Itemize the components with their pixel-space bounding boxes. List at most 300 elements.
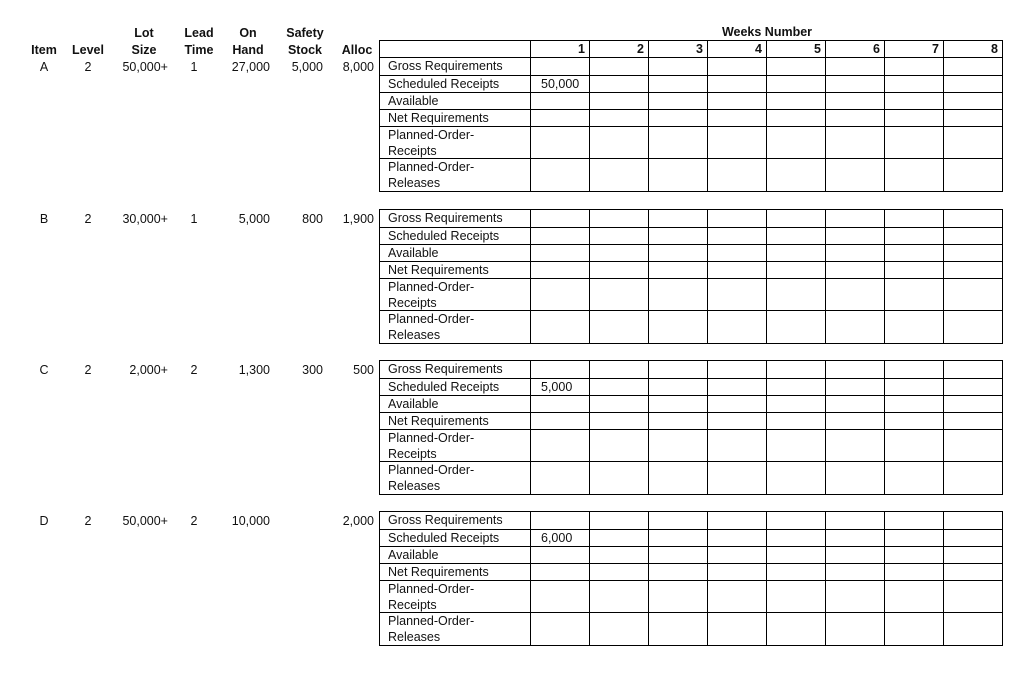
week-cell[interactable] [884, 210, 943, 227]
week-cell[interactable] [825, 547, 884, 563]
week-cell[interactable] [648, 379, 707, 395]
row-label [388, 397, 528, 413]
week-cell[interactable] [530, 159, 589, 191]
week-cell[interactable] [707, 564, 766, 580]
week-cell[interactable] [530, 228, 589, 244]
week-cell[interactable] [589, 311, 648, 343]
week-cell[interactable] [707, 581, 766, 612]
week-cell[interactable] [648, 279, 707, 310]
week-cell[interactable] [707, 613, 766, 645]
week-cell[interactable] [530, 512, 589, 529]
row-label-line: Scheduled Receipts [388, 77, 500, 91]
week-cell[interactable] [766, 581, 825, 612]
alloc-value: 8,000 [342, 60, 374, 74]
week-cell[interactable] [648, 613, 707, 645]
week-cell[interactable] [943, 396, 1004, 412]
week-cell[interactable] [943, 127, 1004, 158]
week-cell[interactable] [589, 530, 648, 546]
grid-row [380, 564, 1002, 581]
item-code: B [39, 212, 49, 226]
week-cell[interactable] [530, 430, 589, 461]
week-cell[interactable] [825, 396, 884, 412]
row-label [388, 94, 528, 110]
week-cell[interactable] [530, 530, 589, 546]
week-cell[interactable] [589, 379, 648, 395]
grid-row [380, 413, 1002, 430]
week-cell[interactable] [943, 245, 1004, 261]
week-cell[interactable] [825, 210, 884, 227]
week-cell[interactable] [648, 564, 707, 580]
row-label [388, 229, 528, 245]
week-cell[interactable] [884, 379, 943, 395]
week-cell[interactable] [825, 159, 884, 191]
week-cell[interactable] [766, 58, 825, 75]
week-cell[interactable] [530, 279, 589, 310]
grid-row [380, 279, 1002, 311]
row-label-line: Available [388, 548, 439, 562]
week-cell[interactable] [766, 228, 825, 244]
week-cell[interactable] [884, 430, 943, 461]
week-cell[interactable] [766, 245, 825, 261]
week-cell[interactable] [766, 279, 825, 310]
on-hand-value: 1,300 [238, 363, 270, 377]
week-cell[interactable] [766, 311, 825, 343]
lead-time-header-line1: Lead [184, 26, 214, 40]
week-cell[interactable] [884, 76, 943, 92]
on-hand-header-line1: On [239, 26, 257, 40]
week-cell[interactable] [825, 127, 884, 158]
week-cell[interactable] [589, 512, 648, 529]
week-cell[interactable] [648, 58, 707, 75]
row-label-line: Available [388, 246, 439, 260]
week-cell[interactable] [825, 361, 884, 378]
week-cell[interactable] [825, 512, 884, 529]
week-cell[interactable] [943, 379, 1004, 395]
grid-row [380, 547, 1002, 564]
scheduled-receipt-week1-value: 6,000 [541, 531, 573, 545]
week-cell[interactable] [589, 279, 648, 310]
week-cell[interactable] [766, 396, 825, 412]
week-cell[interactable] [707, 361, 766, 378]
week-cell[interactable] [943, 361, 1004, 378]
row-label-line: Planned-Order- [388, 582, 475, 596]
week-cell[interactable] [707, 430, 766, 461]
row-label [388, 414, 528, 430]
item-code: C [39, 363, 49, 377]
grid-row [380, 379, 1002, 396]
week-cell[interactable] [589, 547, 648, 563]
week-cell[interactable] [884, 245, 943, 261]
week-cell[interactable] [825, 76, 884, 92]
row-label-line: Net Requirements [388, 414, 489, 428]
mrp-grid [379, 360, 1003, 495]
week-cell[interactable] [943, 547, 1004, 563]
week-cell[interactable] [707, 311, 766, 343]
grid-row [380, 58, 1002, 76]
week-cell[interactable] [589, 581, 648, 612]
week-8-header: 8 [991, 42, 998, 56]
lead-time-value: 1 [190, 60, 198, 74]
week-cell[interactable] [766, 613, 825, 645]
week-cell[interactable] [825, 613, 884, 645]
week-cell[interactable] [884, 159, 943, 191]
week-cell[interactable] [766, 159, 825, 191]
grid-row [380, 396, 1002, 413]
row-label-line: Scheduled Receipts [388, 531, 500, 545]
week-cell[interactable] [825, 110, 884, 126]
weeks-number-title: Weeks Number [721, 25, 813, 39]
week-cell[interactable] [589, 228, 648, 244]
on-hand-value: 27,000 [231, 60, 270, 74]
week-cell[interactable] [943, 93, 1004, 109]
level-header: Level [72, 43, 104, 57]
week-cell[interactable] [648, 76, 707, 92]
week-cell[interactable] [530, 127, 589, 158]
row-label-line: Net Requirements [388, 263, 489, 277]
week-cell[interactable] [648, 311, 707, 343]
week-cell[interactable] [766, 76, 825, 92]
week-cell[interactable] [648, 581, 707, 612]
row-label-line: Planned-Order- [388, 160, 475, 174]
row-label-line: Available [388, 397, 439, 411]
week-cell[interactable] [884, 564, 943, 580]
week-cell[interactable] [707, 58, 766, 75]
level-value: 2 [84, 514, 92, 528]
week-cell[interactable] [589, 613, 648, 645]
week-cell[interactable] [707, 245, 766, 261]
week-cell[interactable] [884, 127, 943, 158]
week-cell[interactable] [707, 547, 766, 563]
week-cell[interactable] [884, 228, 943, 244]
level-value: 2 [84, 212, 92, 226]
week-cell[interactable] [707, 262, 766, 278]
week-cell[interactable] [589, 58, 648, 75]
row-label-line: Receipts [388, 597, 437, 612]
safety-stock-header-line2: Stock [287, 43, 323, 57]
row-label [388, 128, 528, 159]
week-cell[interactable] [884, 58, 943, 75]
week-cell[interactable] [707, 127, 766, 158]
week-cell[interactable] [648, 245, 707, 261]
week-cell[interactable] [943, 76, 1004, 92]
row-label [388, 59, 528, 75]
row-label-line: Receipts [388, 295, 437, 310]
week-cell[interactable] [766, 379, 825, 395]
week-cell[interactable] [707, 210, 766, 227]
week-cell[interactable] [825, 58, 884, 75]
week-cell[interactable] [825, 530, 884, 546]
week-cell[interactable] [530, 110, 589, 126]
week-cell[interactable] [825, 379, 884, 395]
week-7-header: 7 [932, 42, 939, 56]
week-cell[interactable] [530, 93, 589, 109]
week-cell[interactable] [707, 279, 766, 310]
week-cell[interactable] [766, 512, 825, 529]
week-cell[interactable] [766, 530, 825, 546]
grid-row [380, 76, 1002, 93]
row-label-line: Planned-Order- [388, 128, 475, 142]
row-label [388, 463, 528, 494]
week-cell[interactable] [530, 245, 589, 261]
grid-row [380, 311, 1002, 343]
row-label-line: Releases [388, 327, 441, 342]
row-label [388, 111, 528, 127]
grid-row [380, 462, 1002, 494]
grid-row [380, 110, 1002, 127]
week-cell[interactable] [648, 210, 707, 227]
week-cell[interactable] [648, 127, 707, 158]
on-hand-value: 5,000 [238, 212, 270, 226]
week-cell[interactable] [589, 262, 648, 278]
week-4-header: 4 [755, 42, 762, 56]
week-cell[interactable] [589, 413, 648, 429]
grid-row [380, 93, 1002, 110]
scheduled-receipt-week1-value: 50,000 [541, 77, 580, 91]
week-cell[interactable] [943, 530, 1004, 546]
week-cell[interactable] [766, 564, 825, 580]
week-cell[interactable] [648, 430, 707, 461]
item-code: A [39, 60, 49, 74]
week-cell[interactable] [943, 430, 1004, 461]
safety-stock-header-line1: Safety [286, 26, 324, 40]
grid-row [380, 228, 1002, 245]
week-cell[interactable] [766, 361, 825, 378]
mrp-grid [379, 511, 1003, 646]
week-1-header: 1 [578, 42, 585, 56]
row-label-line: Net Requirements [388, 565, 489, 579]
week-cell[interactable] [589, 93, 648, 109]
row-label-line: Planned-Order- [388, 614, 475, 628]
week-cell[interactable] [884, 547, 943, 563]
week-cell[interactable] [707, 93, 766, 109]
week-cell[interactable] [884, 462, 943, 494]
week-cell[interactable] [884, 361, 943, 378]
row-label-line: Gross Requirements [388, 362, 503, 376]
week-cell[interactable] [589, 245, 648, 261]
week-2-header: 2 [637, 42, 644, 56]
week-cell[interactable] [648, 228, 707, 244]
week-cell[interactable] [943, 462, 1004, 494]
row-label [388, 263, 528, 279]
week-cell[interactable] [825, 564, 884, 580]
week-cell[interactable] [589, 564, 648, 580]
week-cell[interactable] [648, 110, 707, 126]
row-label [388, 431, 528, 462]
week-cell[interactable] [648, 396, 707, 412]
week-cell[interactable] [943, 159, 1004, 191]
grid-row [380, 262, 1002, 279]
week-cell[interactable] [707, 110, 766, 126]
week-cell[interactable] [530, 396, 589, 412]
week-cell[interactable] [943, 613, 1004, 645]
week-cell[interactable] [648, 93, 707, 109]
week-cell[interactable] [648, 159, 707, 191]
week-cell[interactable] [766, 413, 825, 429]
grid-row [380, 530, 1002, 547]
week-cell[interactable] [884, 413, 943, 429]
week-cell[interactable] [707, 530, 766, 546]
week-cell[interactable] [589, 76, 648, 92]
week-cell[interactable] [530, 210, 589, 227]
week-cell[interactable] [825, 279, 884, 310]
lot-size-value: 30,000+ [122, 212, 168, 226]
week-cell[interactable] [530, 613, 589, 645]
week-cell[interactable] [766, 462, 825, 494]
week-6-header: 6 [873, 42, 880, 56]
week-cell[interactable] [589, 361, 648, 378]
week-cell[interactable] [707, 379, 766, 395]
week-cell[interactable] [530, 361, 589, 378]
row-label-line: Gross Requirements [388, 211, 503, 225]
week-cell[interactable] [943, 311, 1004, 343]
week-cell[interactable] [766, 547, 825, 563]
week-cell[interactable] [530, 462, 589, 494]
row-label [388, 160, 528, 191]
week-cell[interactable] [707, 396, 766, 412]
week-cell[interactable] [530, 379, 589, 395]
grid-row [380, 159, 1002, 191]
week-cell[interactable] [589, 210, 648, 227]
week-cell[interactable] [884, 279, 943, 310]
week-cell[interactable] [530, 547, 589, 563]
row-label-line: Net Requirements [388, 111, 489, 125]
row-label [388, 565, 528, 581]
week-cell[interactable] [766, 110, 825, 126]
on-hand-header-line2: Hand [232, 43, 264, 57]
week-cell[interactable] [884, 110, 943, 126]
on-hand-value: 10,000 [231, 514, 270, 528]
row-label-line: Releases [388, 175, 441, 190]
week-cell[interactable] [884, 93, 943, 109]
alloc-value: 500 [353, 363, 374, 377]
week-cell[interactable] [825, 262, 884, 278]
row-label-line: Gross Requirements [388, 513, 503, 527]
week-cell[interactable] [766, 210, 825, 227]
row-label [388, 513, 528, 529]
week-cell[interactable] [825, 228, 884, 244]
week-cell[interactable] [943, 228, 1004, 244]
week-cell[interactable] [884, 581, 943, 612]
safety-stock-value: 300 [302, 363, 323, 377]
week-cell[interactable] [707, 76, 766, 92]
week-cell[interactable] [589, 159, 648, 191]
row-label [388, 548, 528, 564]
week-cell[interactable] [766, 93, 825, 109]
week-cell[interactable] [707, 512, 766, 529]
alloc-value: 1,900 [342, 212, 374, 226]
row-label-line: Releases [388, 478, 441, 493]
grid-row [380, 430, 1002, 462]
week-cell[interactable] [943, 110, 1004, 126]
week-cell[interactable] [648, 462, 707, 494]
week-cell[interactable] [825, 413, 884, 429]
lead-time-value: 2 [190, 363, 198, 377]
week-cell[interactable] [884, 512, 943, 529]
week-cell[interactable] [943, 512, 1004, 529]
week-cell[interactable] [943, 210, 1004, 227]
week-5-header: 5 [814, 42, 821, 56]
week-cell[interactable] [707, 228, 766, 244]
week-cell[interactable] [766, 127, 825, 158]
week-cell[interactable] [943, 564, 1004, 580]
week-cell[interactable] [884, 530, 943, 546]
row-label-line: Planned-Order- [388, 312, 475, 326]
week-cell[interactable] [589, 110, 648, 126]
row-label [388, 380, 528, 396]
week-cell[interactable] [589, 127, 648, 158]
week-cell[interactable] [825, 93, 884, 109]
lot-size-header-line1: Lot [134, 26, 154, 40]
week-cell[interactable] [884, 613, 943, 645]
week-cell[interactable] [707, 462, 766, 494]
week-cell[interactable] [884, 262, 943, 278]
week-cell[interactable] [825, 311, 884, 343]
item-code: D [39, 514, 49, 528]
week-cell[interactable] [530, 262, 589, 278]
week-cell[interactable] [648, 361, 707, 378]
row-label-line: Releases [388, 629, 441, 644]
row-label [388, 77, 528, 93]
week-cell[interactable] [943, 413, 1004, 429]
week-cell[interactable] [530, 413, 589, 429]
week-cell[interactable] [648, 262, 707, 278]
week-cell[interactable] [943, 279, 1004, 310]
week-cell[interactable] [648, 547, 707, 563]
safety-stock-value: 800 [302, 212, 323, 226]
week-cell[interactable] [766, 430, 825, 461]
level-value: 2 [84, 363, 92, 377]
week-cell[interactable] [648, 512, 707, 529]
week-cell[interactable] [825, 430, 884, 461]
week-cell[interactable] [530, 76, 589, 92]
week-cell[interactable] [648, 413, 707, 429]
row-label-line: Scheduled Receipts [388, 380, 500, 394]
week-cell[interactable] [589, 396, 648, 412]
lot-size-header-line2: Size [131, 43, 157, 57]
row-label-line: Available [388, 94, 439, 108]
row-label [388, 246, 528, 262]
week-cell[interactable] [884, 311, 943, 343]
grid-row [380, 127, 1002, 159]
week-cell[interactable] [530, 564, 589, 580]
week-cell[interactable] [589, 430, 648, 461]
week-cell[interactable] [943, 581, 1004, 612]
week-cell[interactable] [707, 159, 766, 191]
week-cell[interactable] [589, 462, 648, 494]
week-cell[interactable] [530, 58, 589, 75]
week-cell[interactable] [825, 245, 884, 261]
week-cell[interactable] [943, 262, 1004, 278]
item-header: Item [31, 43, 57, 57]
row-label-line: Receipts [388, 143, 437, 158]
week-cell[interactable] [825, 581, 884, 612]
lot-size-value: 2,000+ [129, 363, 168, 377]
row-label-line: Planned-Order- [388, 463, 475, 477]
week-cell[interactable] [707, 413, 766, 429]
lead-time-value: 2 [190, 514, 198, 528]
week-cell[interactable] [943, 58, 1004, 75]
lead-time-header-line2: Time [184, 43, 214, 57]
week-cell[interactable] [766, 262, 825, 278]
week-cell[interactable] [530, 581, 589, 612]
week-cell[interactable] [648, 530, 707, 546]
grid-row [380, 245, 1002, 262]
week-cell[interactable] [884, 396, 943, 412]
week-cell[interactable] [825, 462, 884, 494]
row-label [388, 531, 528, 547]
week-cell[interactable] [530, 311, 589, 343]
row-label-line: Receipts [388, 446, 437, 461]
